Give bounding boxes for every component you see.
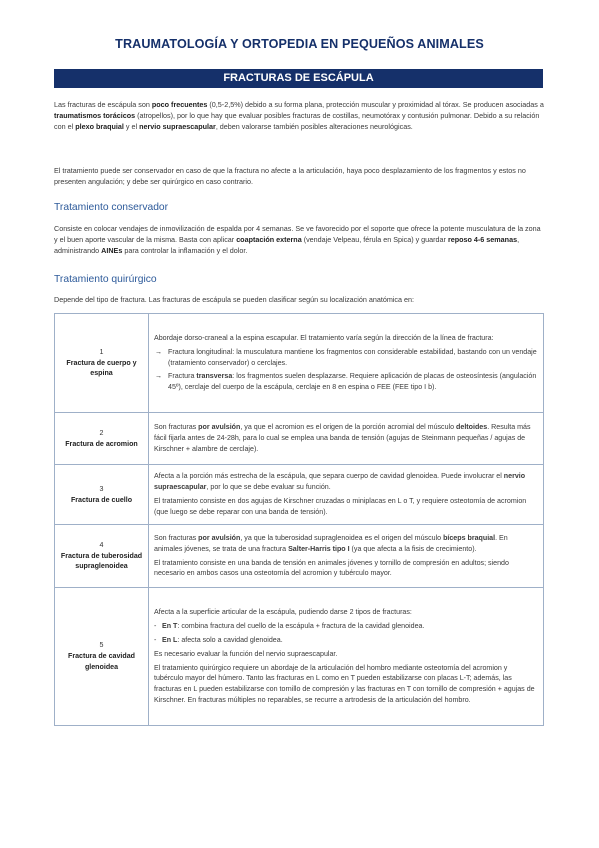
description-paragraph: Afecta a la superficie articular de la escápula, pudiendo darse 2 tipos de fracturas: — [154, 607, 412, 616]
description-paragraph: El tratamiento consiste en dos agujas de Kirschner cruzadas o miniplacas en L o T, y requiere osteotomía de acromion (que luego se debe reparar con una banda de tensión). — [154, 497, 527, 516]
fracture-type-description — [149, 413, 544, 465]
fracture-type-label — [55, 465, 149, 525]
fracture-type-name: Fractura de cuello — [70, 495, 133, 504]
arrow-right-icon: → — [155, 347, 163, 356]
page-title: TRAUMATOLOGÍA Y ORTOPEDIA EN PEQUEÑOS ANIMALES — [115, 37, 484, 51]
fracture-type-label — [55, 314, 149, 413]
fracture-type-name: Fractura de acromion — [65, 439, 138, 448]
description-paragraph: Son fracturas por avulsión, ya que el acromion es el origen de la porción acromial del músculo deltoides. Resulta más fácil fijarla antes de 24-28h, para lo cual se emplea una banda de tensión (agujas de Steinmann pequeñas / agujas de Kirschner + alambre de cerclaje). — [154, 423, 531, 453]
conservador-heading: Tratamiento conservador — [54, 202, 169, 213]
dash-bullet-icon: - — [154, 621, 157, 630]
section-title-bar: FRACTURAS DE ESCÁPULA — [54, 69, 543, 88]
conservador-paragraph: Consiste en colocar vendajes de inmovilización de espalda por 4 semanas. Se ve favorecido por el soporte que ofrece la potente musculatura de la zona y el buen aporte vascular de la misma. Basta con aplicar coaptación externa (vendaje Velpeau, férula en Spica) y guardar reposo 4-6 semanas, administrando AINEs para controlar la inflamación y el dolor. — [54, 224, 541, 256]
description-paragraph: Es necesario evaluar la función del nervio supraescapular. — [154, 649, 338, 658]
description-paragraph: Afecta a la porción más estrecha de la escápula, que separa cuerpo de cavidad glenoidea. Puede involucrar el nervio supraescapular, por lo que se debe evaluar su función. — [154, 472, 526, 492]
description-paragraph: Abordaje dorso-craneal a la espina escapular. El tratamiento varía según la dirección de la línea de fractura: — [154, 333, 494, 342]
quirurgico-intro: Depende del tipo de fractura. Las fracturas de escápula se pueden clasificar según su localización anatómica en: — [54, 295, 414, 304]
description-paragraph: El tratamiento consiste en una banda de tensión en animales jóvenes y tornillo de compresión en adultos; siendo necesario en ambos casos una osteotomía del acromion y tubérculo mayor. — [154, 558, 509, 578]
fracture-type-description — [149, 525, 544, 588]
table-row — [55, 314, 544, 413]
dash-list-item: - En T: combina fractura del cuello de la escápula + fractura de la cavidad glenoidea. — [154, 621, 425, 630]
fracture-type-number: 2 — [99, 428, 104, 437]
fracture-type-description — [149, 465, 544, 525]
intro-paragraph-2: El tratamiento puede ser conservador en caso de que la fractura no afecte a la articulación, haya poco desplazamiento de los fragmentos y estos no presenten angulación; y debe ser quirúrgico en caso contrario. — [54, 166, 526, 187]
fracture-type-name: Fractura de cavidad glenoidea — [67, 652, 136, 671]
table-row — [55, 588, 544, 726]
description-paragraph: Son fracturas por avulsión, ya que la tuberosidad supraglenoidea es el origen del músculo bíceps braquial. En animales jóvenes, se trata de una fractura Salter-Harris tipo I (ya que afecta a la fisis de crecimiento). — [154, 533, 508, 553]
arrow-list-item: → Fractura longitudinal: la musculatura mantiene los fragmentos con considerable estabilidad, bastando con un vendaje (tratamiento conservador) o cerclajes. — [155, 347, 537, 367]
fracture-type-label — [55, 413, 149, 465]
fracture-type-name: Fractura de cuerpo y espina — [66, 358, 137, 378]
arrow-right-icon: → — [155, 372, 163, 381]
fracture-type-description — [149, 588, 544, 726]
arrow-list-item: → Fractura transversa: los fragmentos suelen desplazarse. Requiere aplicación de placas de osteosíntesis (angulación 45º), cerclaje del cuerpo de la escápula, cerclaje en 8 en espina o FEE (FEE tipo I b). — [155, 372, 537, 392]
fracture-type-label — [55, 525, 149, 588]
fracture-type-number: 5 — [99, 641, 104, 650]
fracture-type-name: Fractura de tuberosidad supraglenoidea — [60, 551, 143, 571]
dash-bullet-icon: - — [154, 635, 157, 644]
dash-list-item: - En L: afecta solo a cavidad glenoidea. — [154, 635, 283, 644]
table-row — [55, 465, 544, 525]
fracture-type-description — [149, 314, 544, 413]
intro-paragraph-1: Las fracturas de escápula son poco frecuentes (0,5-2,5%) debido a su forma plana, protección muscular y proximidad al tórax. Se producen asociadas a traumatismos torácicos (atropellos), por lo que hay que evaluar posibles fracturas de costillas, neumotórax y contusión pulmonar. Debido a su relación con el plexo braquial y el nervio supraescapular, deben valorarse también posibles alteraciones neurológicas. — [54, 100, 544, 132]
table-row — [55, 525, 544, 588]
fracture-type-number: 3 — [99, 484, 104, 493]
fracture-type-label — [55, 588, 149, 726]
fracture-type-number: 1 — [99, 347, 104, 356]
description-paragraph: El tratamiento quirúrgico requiere un abordaje de la articulación del hombro mediante osteotomía del acromion y tubérculo mayor del húmero. Tanto las fracturas en L como en T pueden estabilizarse con placas L-T; además, las fracturas en L pueden estabilizarse con tornillo de compresión y las fracturas en T con tornillo de compresión + agujas de Kirschner. En fracturas múltiples no reparables, se recurre a artrodesis de la articulación del hombro. — [154, 663, 535, 705]
fracture-type-number: 4 — [99, 540, 104, 549]
quirurgico-heading: Tratamiento quirúrgico — [54, 274, 157, 285]
fracture-classification-table — [54, 313, 544, 726]
table-row — [55, 413, 544, 465]
